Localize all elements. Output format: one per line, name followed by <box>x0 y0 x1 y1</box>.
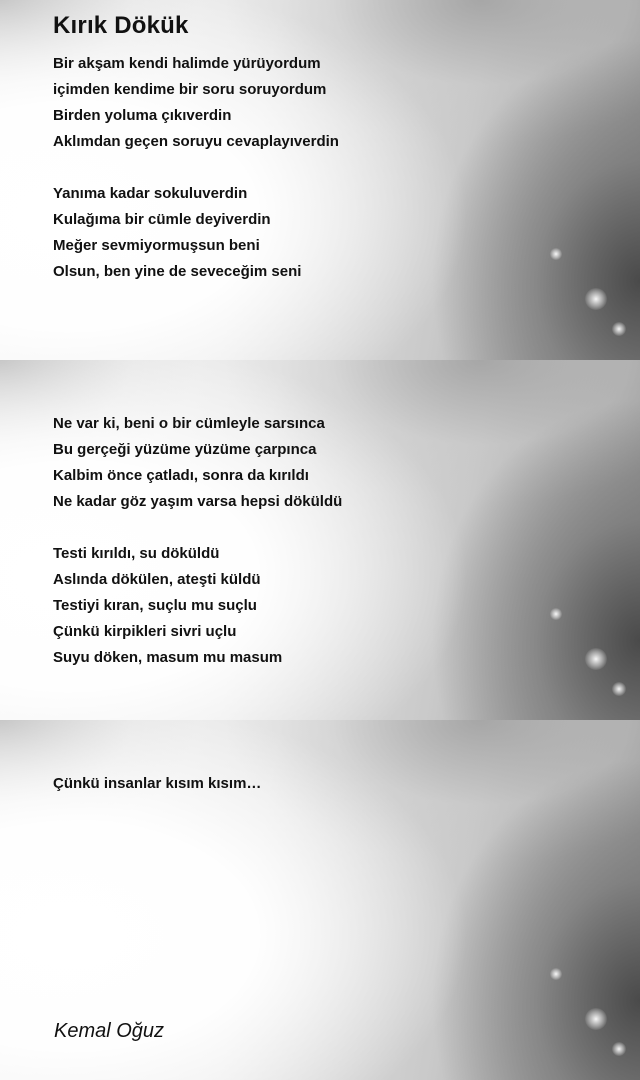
poem-line: Ne kadar göz yaşım varsa hepsi döküldü <box>53 493 343 510</box>
poem-line: Suyu döken, masum mu masum <box>53 649 283 666</box>
poem-panel-2 <box>0 360 640 720</box>
stanza-1 <box>53 51 339 155</box>
sparkle <box>550 968 562 980</box>
sparkle <box>550 608 562 620</box>
sparkle <box>550 248 562 260</box>
poem-line: Aslında dökülen, ateşti küldü <box>53 571 261 588</box>
poem-line: Aklımdan geçen soruyu cevaplayıverdin <box>53 133 339 150</box>
stanza-5 <box>53 771 261 797</box>
sparkle <box>612 1042 626 1056</box>
poem-line: Birden yoluma çıkıverdin <box>53 107 232 124</box>
poem-line: Kalbim önce çatladı, sonra da kırıldı <box>53 467 309 484</box>
sparkle <box>585 1008 607 1030</box>
poem-author: Kemal Oğuz <box>54 1020 165 1042</box>
stanza-3 <box>53 411 342 515</box>
stanza-2 <box>53 181 301 285</box>
poem-line: Olsun, ben yine de seveceğim seni <box>53 263 302 280</box>
poem-line: Yanıma kadar sokuluverdin <box>53 185 248 202</box>
sparkle <box>585 648 607 670</box>
poem-line: Testi kırıldı, su döküldü <box>53 545 220 562</box>
poem-panel-1 <box>0 0 640 360</box>
poem-line: Meğer sevmiyormuşsun beni <box>53 237 260 254</box>
poem-line: Testiyi kıran, suçlu mu suçlu <box>53 597 257 614</box>
sparkle <box>612 322 626 336</box>
poem-line: Ne var ki, beni o bir cümleyle sarsınca <box>53 415 325 432</box>
stanza-4 <box>53 541 282 671</box>
poem-panel-3 <box>0 720 640 1080</box>
poem-line: Bir akşam kendi halimde yürüyordum <box>53 55 321 72</box>
poem-line: Çünkü insanlar kısım kısım… <box>53 775 262 792</box>
poem-title: Kırık Dökük <box>53 12 189 39</box>
poem-line: içimden kendime bir soru soruyordum <box>53 81 327 98</box>
poem-line: Kulağıma bir cümle deyiverdin <box>53 211 271 228</box>
sparkle <box>612 682 626 696</box>
sparkle <box>585 288 607 310</box>
poem-line: Çünkü kirpikleri sivri uçlu <box>53 623 237 640</box>
poem-line: Bu gerçeği yüzüme yüzüme çarpınca <box>53 441 317 458</box>
